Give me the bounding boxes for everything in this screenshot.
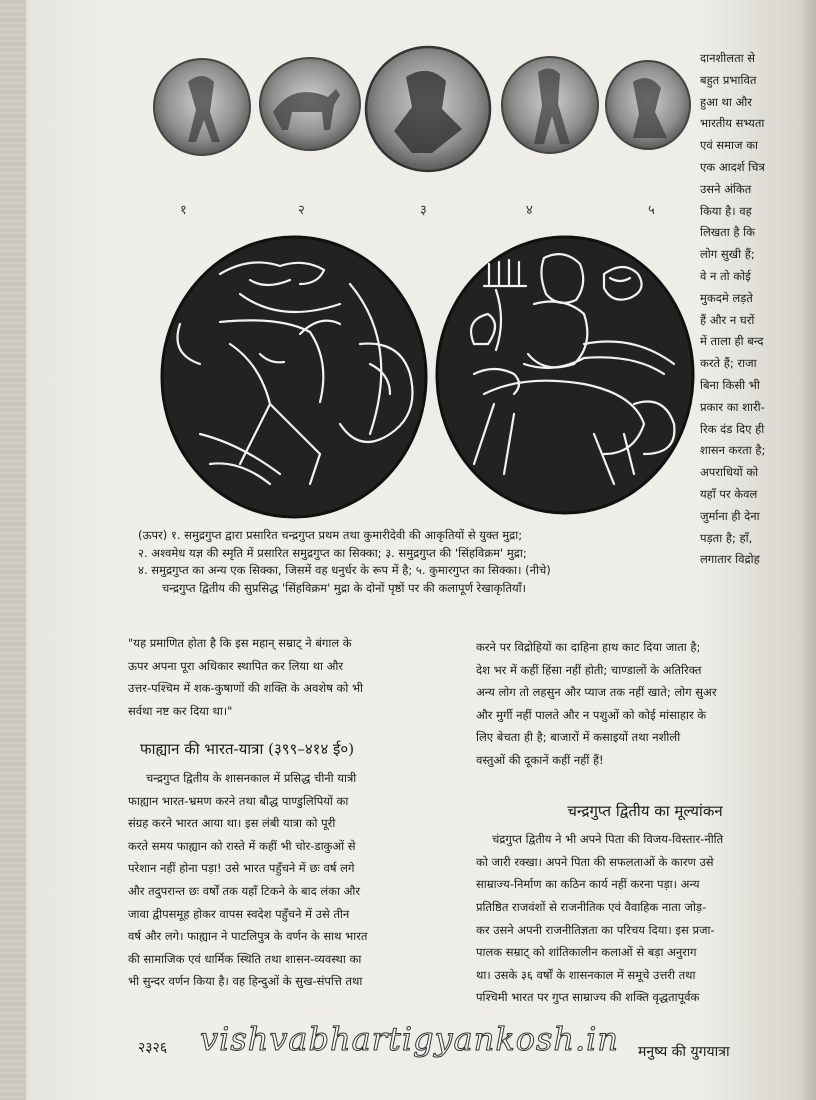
side-line: वे न तो कोई [700, 268, 751, 283]
side-line: करते हैं; राजा [700, 356, 757, 371]
left-text-column [128, 632, 468, 993]
section-heading-evaluation: चन्द्रगुप्त द्वितीय का मूल्यांकन [567, 801, 723, 820]
side-line: लगातार विद्रोह [700, 552, 760, 567]
body-line: वस्तुओं की दूकानें कहीं नहीं हैं! [476, 752, 604, 767]
big-coin-archer-illustration [160, 234, 428, 520]
caption-line: ४. समुद्रगुप्त का अन्य एक सिक्का, जिसमें वह धनुर्धर के रूप में है; ५. कुमारगुप्त का सिक्का। (नीचे) [138, 563, 551, 577]
coin-1-image [154, 59, 250, 155]
quote-line: सर्वथा नष्ट कर दिया था।" [128, 703, 233, 718]
body-line: और तदुपरान्त छः वर्षों तक यहाँ टिकने के बाद लंका और [128, 883, 361, 898]
body-line: पश्चिमी भारत पर गुप्त साम्राज्य की शक्ति वृद्धतापूर्वक [476, 990, 700, 1005]
side-line: एवं समाज का [700, 138, 759, 153]
side-line: लिखता है कि [700, 225, 755, 240]
body-line: फाह्यान भारत-भ्रमण करने तथा बौद्ध पाण्डुलिपियों का [128, 793, 349, 808]
side-line: अपराधियों को [700, 465, 759, 480]
right-text-column [476, 636, 794, 1009]
coin-number-1: १ [180, 203, 187, 218]
body-line: साम्राज्य-निर्माण का कठिन कार्य नहीं करना पड़ा। अन्य [476, 877, 700, 892]
quote-line: उत्तर-पश्चिम में शक-कुषाणों की शक्ति के अवशेष को भी [128, 681, 364, 696]
running-title: मनुष्य की युगयात्रा [638, 1044, 730, 1060]
side-line: मुकदमे लड़ते [700, 290, 753, 305]
body-line: पालक सम्राट् को शांतिकालीन कलाओं से बड़ा अनुराग [476, 945, 697, 960]
body-line: प्रतिष्ठित राजवंशों से राजनीतिक एवं वैवाहिक नाता जोड़- [476, 899, 707, 914]
side-line: किया है। वह [700, 203, 752, 218]
side-line: शासन करता है; [700, 443, 766, 458]
side-line: उसने अंकित [700, 181, 752, 196]
side-line: यहाँ पर केवल [700, 486, 758, 501]
coin-2-image [260, 58, 360, 150]
big-coin-lion-rider-illustration [434, 234, 696, 516]
body-line: जावा द्वीपसमूह होकर वापस स्वदेश पहुँचने में उसे तीन [128, 906, 350, 921]
side-line: जुर्माना ही देना [700, 508, 760, 523]
body-line: वर्ष और लगे। फाह्यान ने पाटलिपुत्र के वर्णन के साथ भारत [128, 929, 368, 944]
side-line: हुआ था और [700, 94, 752, 109]
body-line: करते समय फाह्यान को रास्ते में कहीं भी चोर-डाकुओं से [128, 838, 356, 853]
side-line: बिना किसी भी [700, 377, 760, 392]
side-line: बहुत प्रभावित [700, 72, 757, 87]
coin-5-image [606, 61, 690, 149]
body-line: को जारी रक्खा। अपने पिता की सफलताओं के कारण उसे [476, 854, 714, 869]
coin-number-3: ३ [420, 203, 427, 218]
side-text-column [700, 48, 792, 571]
coin-4-image [502, 57, 598, 153]
quote-line: "यह प्रमाणित होता है कि इस महान् सम्राट् ने बंगाल के [128, 636, 352, 650]
figure-caption [138, 527, 668, 597]
body-line: की सामाजिक एवं धार्मिक स्थिति तथा शासन-व्यवस्था का [128, 951, 362, 966]
page-number: २३२६ [138, 1040, 168, 1056]
side-line: एक आदर्श चित्र [700, 159, 765, 174]
body-line: चन्द्रगुप्त द्वितीय के शासनकाल में प्रसिद्ध चीनी यात्री [146, 770, 357, 785]
body-line: अन्य लोग तो लहसुन और प्याज तक नहीं खाते; लोग सुअर [476, 685, 717, 700]
quote-line: ऊपर अपना पूरा अधिकार स्थापित कर लिया था और [128, 658, 344, 673]
coin-row-illustration [148, 42, 698, 192]
body-line: परेशान नहीं होना पड़ा! उसे भारत पहुँचने में छः वर्ष लगे [128, 861, 355, 876]
side-line: दानशीलता से [700, 51, 756, 65]
coin-number-4: ४ [526, 203, 533, 218]
coin-number-2: २ [298, 203, 305, 218]
coin-number-5: ५ [648, 203, 655, 218]
side-line: भारतीय सभ्यता [700, 116, 765, 131]
side-line: लोग सुखी हैं; [700, 247, 755, 262]
body-line: और मुर्गी नहीं पालते और न पशुओं को कोई मांसाहार के [476, 707, 707, 722]
body-line: कर उसने अपनी राजनीतिज्ञता का परिचय दिया। इस प्रजा- [476, 922, 715, 937]
side-line: प्रकार का शारी- [700, 399, 765, 414]
body-line: चंद्रगुप्त द्वितीय ने भी अपने पिता की विजय-विस्तार-नीति [492, 832, 724, 847]
side-line: रिक दंड दिए ही [700, 421, 765, 436]
body-line: देश भर में कहीं हिंसा नहीं होती; चाण्डालों के अतिरिक्त [476, 662, 702, 677]
caption-line: २. अश्वमेध यज्ञ की स्मृति में प्रसारित समुद्रगुप्त का सिक्का; ३. समुद्रगुप्त की 'सिंहविक्रम' मुद्रा; [138, 545, 527, 560]
coin-strip [148, 42, 698, 218]
side-line: पड़ता है; हाँ, [700, 530, 753, 545]
site-watermark: vishvabhartigyankosh.in [200, 1020, 620, 1058]
coin-3-image [366, 47, 490, 171]
body-line: भी सुन्दर वर्णन किया है। वह हिन्दुओं के सुख-संपत्ति तथा [128, 974, 363, 989]
caption-line: (ऊपर) १. समुद्रगुप्त द्वारा प्रसारित चन्द्रगुप्त प्रथम तथा कुमारीदेवी की आकृतियों से युक्त मुद्रा; [138, 528, 523, 542]
body-line: था। उसके ३६ वर्षों के शासनकाल में समूचे उत्तरी तथा [476, 967, 696, 982]
body-line: संग्रह करने भारत आया था। इस लंबी यात्रा को पूरी [128, 816, 336, 831]
side-line: हैं और न घरों [700, 312, 755, 327]
caption-line: चन्द्रगुप्त द्वितीय की सुप्रसिद्ध 'सिंहविक्रम' मुद्रा के दोनों पृष्ठों पर की कलापूर्ण रेखाकृतियाँ। [162, 580, 527, 595]
body-line: करने पर विद्रोहियों का दाहिना हाथ काट दिया जाता है; [476, 640, 701, 654]
body-line: लिए बेचता ही है; बाजारों में कसाइयों तथा नशीली [476, 730, 681, 745]
side-line: में ताला ही बन्द [700, 334, 764, 349]
book-spine [0, 0, 26, 1100]
section-heading-fahien: फाह्यान की भारत-यात्रा (३९९–४१४ ई०) [140, 740, 355, 759]
